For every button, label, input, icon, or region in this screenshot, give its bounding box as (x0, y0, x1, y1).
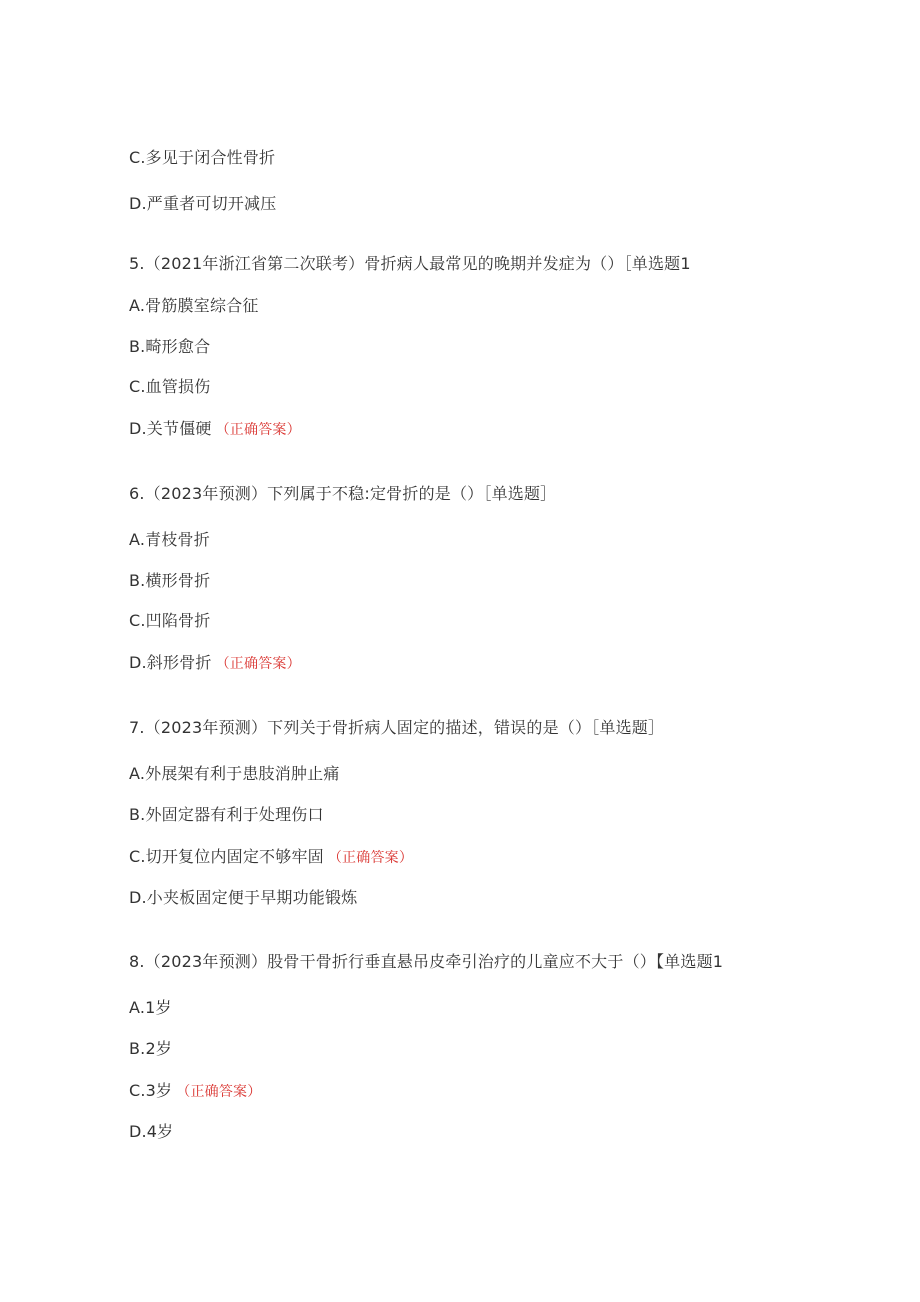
q4-option-d: D.严重者可切开减压 (129, 194, 277, 213)
question-5: 5.（2021年浙江省第二次联考）骨折病人最常见的晚期并发症为（）［单选题1 (129, 254, 691, 273)
q7-option-b: B.外固定器有利于处理伤口 (129, 805, 324, 824)
q7-option-c: C.切开复位内固定不够牢固 （正确答案） (129, 847, 414, 866)
q7-option-a: A.外展架有利于患肢消肿止痛 (129, 764, 340, 783)
q6-option-a: A.青枝骨折 (129, 530, 210, 549)
question-7: 7.（2023年预测）下列关于骨折病人固定的描述，错误的是（）［单选题］ (129, 718, 665, 737)
q5-option-b: B.畸形愈合 (129, 337, 211, 356)
q6-option-d: D.斜形骨折 （正确答案） (129, 653, 301, 672)
question-6: 6.（2023年预测）下列属于不稳:定骨折的是（）［单选题］ (129, 484, 557, 503)
q5-option-c: C.血管损伤 (129, 377, 211, 396)
q7-option-d: D.小夹板固定便于早期功能锻炼 (129, 888, 358, 907)
q4-option-c: C.多见于闭合性骨折 (129, 148, 276, 167)
q5-option-d: D.关节僵硬 （正确答案） (129, 419, 301, 438)
q8-option-b: B.2岁 (129, 1039, 173, 1058)
q8-option-d: D.4岁 (129, 1122, 174, 1141)
q6-option-c: C.凹陷骨折 (129, 611, 211, 630)
q5-option-a: A.骨筋膜室综合征 (129, 296, 259, 315)
q8-option-c: C.3岁 （正确答案） (129, 1081, 262, 1100)
correct-answer-marker: （正确答案） (215, 656, 301, 672)
q8-option-a: A.1岁 (129, 998, 172, 1017)
q6-option-b: B.横形骨折 (129, 571, 211, 590)
correct-answer-marker: （正确答案） (215, 422, 301, 438)
question-8: 8.（2023年预测）股骨干骨折行垂直悬吊皮牵引治疗的儿童应不大于（）【单选题1 (129, 952, 724, 971)
correct-answer-marker: （正确答案） (327, 850, 414, 866)
correct-answer-marker: （正确答案） (176, 1084, 262, 1100)
